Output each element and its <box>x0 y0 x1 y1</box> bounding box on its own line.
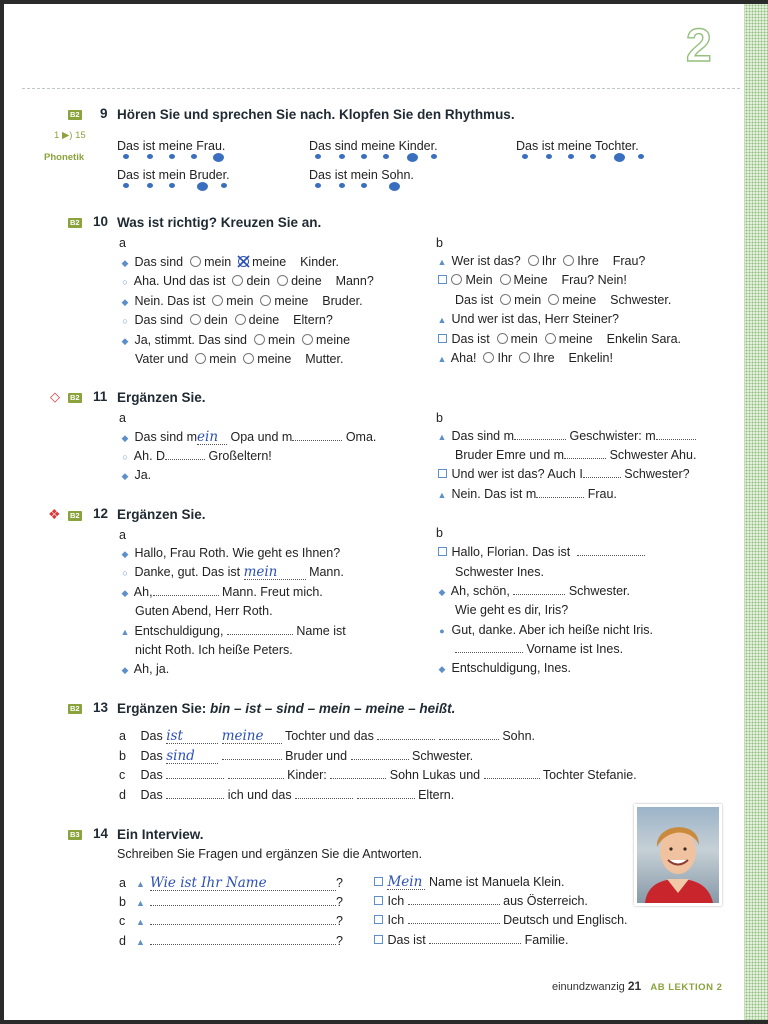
answer-blank[interactable] <box>166 767 224 779</box>
dialogue-line: ◆ Das sind mein meine Kinder. <box>119 254 339 271</box>
answer-blank[interactable] <box>165 448 205 460</box>
option-radio[interactable] <box>232 275 243 286</box>
answer-blank[interactable] <box>583 466 621 478</box>
dialogue-line: Das ist mein meine Enkelin Sara. <box>436 331 681 348</box>
square-icon <box>436 545 448 561</box>
option-radio-checked[interactable] <box>238 256 249 267</box>
triangle-icon: ▲ <box>136 917 145 927</box>
diamond-icon: ◆ <box>121 433 129 443</box>
answer-blank[interactable] <box>228 767 284 779</box>
column-label: a <box>119 236 126 250</box>
triangle-icon: ▲ <box>136 879 145 889</box>
exercise-number: 13 <box>93 700 109 715</box>
answer-blank[interactable] <box>484 767 540 779</box>
answer-field[interactable]: meine <box>222 729 282 744</box>
sentence: Das ist meine Frau. <box>117 139 226 153</box>
page-footer: einundzwanzig 21 AB LEKTION 2 <box>552 979 723 993</box>
answer-blank[interactable] <box>514 428 566 440</box>
option-radio[interactable] <box>497 333 508 344</box>
dialogue-line: ◆ Ja, stimmt. Das sind mein meine <box>119 332 350 349</box>
dialogue-line: ○ Danke, gut. Das ist mein Mann. <box>119 564 344 581</box>
fill-in-row: c Das Kinder: Sohn Lukas und Tochter Stefanie. <box>119 768 637 782</box>
option-radio[interactable] <box>235 314 246 325</box>
dialogue-line: ▲ Wer ist das? Ihr Ihre Frau? <box>437 254 646 268</box>
answer-field[interactable]: Mein <box>387 875 425 890</box>
option-radio[interactable] <box>545 333 556 344</box>
exercise-number: 9 <box>100 106 108 121</box>
dialogue-line: ○ Das sind dein deine Eltern? <box>119 312 333 329</box>
dialogue-line: Das ist mein meine Schwester. <box>455 293 672 307</box>
dialogue-line: Hallo, Florian. Das ist <box>436 544 645 561</box>
triangle-icon: ▲ <box>437 257 447 267</box>
dialogue-line: ◆ Entschuldigung, Ines. <box>436 660 571 677</box>
dialogue-line: Guten Abend, Herr Roth. <box>135 604 273 618</box>
interview-question-row: a ▲ Wie ist Ihr Name ? <box>119 875 343 891</box>
exercise-number: 11 <box>93 389 108 404</box>
rhythm-dots <box>309 154 449 166</box>
dialogue-line: ▲ Entschuldigung, Name ist <box>120 624 346 638</box>
exercise-title: Hören Sie und sprechen Sie nach. Klopfen Sie den Rhythmus. <box>117 107 515 122</box>
dialogue-line: ◆ Das sind mein Opa und m Oma. <box>119 429 376 446</box>
dialogue-line: Wie geht es dir, Iris? <box>455 603 569 617</box>
triangle-icon: ▲ <box>437 490 447 500</box>
dialogue-line: ◆ Ah, Mann. Freut mich. <box>119 584 323 601</box>
question-field[interactable]: Wie ist Ihr Name <box>150 876 336 891</box>
exercise-title: Ergänzen Sie: bin – ist – sind – mein – meine – heißt. <box>117 701 456 716</box>
square-icon <box>372 933 384 949</box>
circle-marker-icon: ○ <box>122 452 128 462</box>
interview-answer-row: Ich aus Österreich. <box>372 893 588 910</box>
question-field[interactable] <box>150 894 336 906</box>
green-dotted-sidebar <box>744 4 768 1020</box>
fill-in-row: a Das ist meine Tochter und das Sohn. <box>119 728 536 744</box>
question-field[interactable] <box>150 913 336 925</box>
triangle-icon: ▲ <box>437 432 447 442</box>
rhythm-dots <box>516 154 656 166</box>
dialogue-line: ○ Ah. D Großeltern! <box>119 448 272 465</box>
dialogue-line: Vorname ist Ines. <box>455 641 623 657</box>
answer-blank[interactable] <box>295 787 353 799</box>
answer-blank[interactable] <box>222 748 282 760</box>
difficulty-clover-icon: ❖ <box>48 506 61 522</box>
diamond-icon: ◆ <box>121 471 129 481</box>
cross-mark-icon <box>237 255 250 268</box>
option-radio[interactable] <box>548 294 559 305</box>
diamond-icon: ◆ <box>121 336 129 346</box>
rhythm-dots <box>117 183 247 195</box>
dialogue-line: nicht Roth. Ich heiße Peters. <box>135 643 293 657</box>
interview-answer-row: Mein Name ist Manuela Klein. <box>372 874 564 891</box>
exercise-subtitle: Schreiben Sie Fragen und ergänzen Sie die Antworten. <box>117 847 423 861</box>
difficulty-diamond-icon: ◇ <box>50 389 60 404</box>
answer-blank[interactable] <box>408 912 500 924</box>
column-label: a <box>119 411 126 425</box>
triangle-icon: ▲ <box>437 354 447 364</box>
column-label: b <box>436 526 443 540</box>
dialogue-line: ▲ Und wer ist das, Herr Steiner? <box>437 312 619 326</box>
answer-blank[interactable] <box>439 728 499 740</box>
option-radio[interactable] <box>500 274 511 285</box>
divider-line <box>22 88 740 89</box>
diamond-icon: ◆ <box>121 297 129 307</box>
dialogue-line: Bruder Emre und m Schwester Ahu. <box>455 448 697 462</box>
level-badge: B3 <box>70 830 80 839</box>
triangle-icon: ▲ <box>437 315 447 325</box>
option-radio[interactable] <box>302 334 313 345</box>
level-badge: B2 <box>70 218 80 227</box>
dialogue-line: ◆ Ja. <box>119 467 151 484</box>
answer-blank[interactable] <box>166 787 224 799</box>
option-radio[interactable] <box>451 274 462 285</box>
dot-marker-icon: ● <box>439 626 445 636</box>
circle-marker-icon: ○ <box>122 277 128 287</box>
answer-blank[interactable] <box>455 641 523 653</box>
exercise-title: Ergänzen Sie. <box>117 507 206 522</box>
square-icon <box>436 332 448 348</box>
square-icon <box>372 913 384 929</box>
diamond-icon: ◆ <box>121 549 129 559</box>
column-label: b <box>436 411 443 425</box>
exercise-number: 14 <box>93 826 109 841</box>
dialogue-line: ◆ Nein. Das ist mein meine Bruder. <box>119 293 363 310</box>
option-radio[interactable] <box>519 352 530 363</box>
level-badge: B2 <box>70 393 80 402</box>
exercise-number: 10 <box>93 214 109 229</box>
rhythm-dots <box>117 154 247 166</box>
option-radio[interactable] <box>500 294 511 305</box>
fill-in-row: d Das ich und das Eltern. <box>119 788 455 802</box>
square-icon <box>436 273 448 289</box>
option-radio[interactable] <box>483 352 494 363</box>
answer-blank[interactable] <box>330 767 386 779</box>
column-label: b <box>436 236 443 250</box>
portrait-photo <box>634 804 722 906</box>
answer-blank[interactable] <box>577 544 645 556</box>
sentence: Das sind meine Kinder. <box>309 139 438 153</box>
sentence: Das ist meine Tochter. <box>516 139 639 153</box>
audio-track[interactable]: 1 ▶) 15 <box>54 130 86 141</box>
dialogue-line: ▲ Das sind m Geschwister: m <box>436 428 696 445</box>
workbook-page <box>4 4 768 1020</box>
answer-field[interactable]: sind <box>166 749 218 764</box>
triangle-icon: ▲ <box>136 898 145 908</box>
option-radio[interactable] <box>243 353 254 364</box>
diamond-icon: ◆ <box>438 587 446 597</box>
interview-question-row: b ▲ ? <box>119 895 343 909</box>
dialogue-line: Mein Meine Frau? Nein! <box>436 272 627 289</box>
answer-blank[interactable] <box>351 748 409 760</box>
exercise-number: 12 <box>93 506 109 521</box>
option-radio[interactable] <box>212 295 223 306</box>
answer-blank[interactable] <box>357 787 415 799</box>
speaker-icon: ▶) <box>61 130 73 141</box>
answer-blank[interactable] <box>656 428 696 440</box>
option-radio[interactable] <box>195 353 206 364</box>
square-icon <box>372 875 384 891</box>
option-radio[interactable] <box>190 256 201 267</box>
chapter-number: 2 <box>686 19 712 71</box>
answer-blank[interactable] <box>377 728 435 740</box>
answer-field[interactable]: ist <box>166 729 218 744</box>
answer-blank[interactable] <box>292 429 342 441</box>
answer-field[interactable]: ein <box>197 430 227 445</box>
diamond-icon: ◆ <box>438 664 446 674</box>
answer-blank[interactable] <box>564 447 606 459</box>
sentence: Das ist mein Sohn. <box>309 168 414 182</box>
level-badge: B2 <box>70 704 80 713</box>
answer-field[interactable]: mein <box>244 565 306 580</box>
rhythm-dots <box>309 183 429 195</box>
exercise-title: Was ist richtig? Kreuzen Sie an. <box>117 215 322 230</box>
answer-blank[interactable] <box>429 932 521 944</box>
exercise-title: Ergänzen Sie. <box>117 390 206 405</box>
answer-blank[interactable] <box>227 623 293 635</box>
interview-question-row: d ▲ ? <box>119 934 343 948</box>
option-radio[interactable] <box>190 314 201 325</box>
triangle-icon: ▲ <box>136 937 145 947</box>
interview-answer-row: Ich Deutsch und Englisch. <box>372 912 628 929</box>
answer-blank[interactable] <box>408 893 500 905</box>
dialogue-line: ▲ Aha! Ihr Ihre Enkelin! <box>437 351 613 365</box>
diamond-icon: ◆ <box>121 588 129 598</box>
dialogue-line: ◆ Hallo, Frau Roth. Wie geht es Ihnen? <box>119 545 340 562</box>
dialogue-line: ◆ Ah, schön, Schwester. <box>436 583 630 600</box>
dialogue-line: Vater und mein meine Mutter. <box>135 352 344 366</box>
dialogue-line: ○ Aha. Und das ist dein deine Mann? <box>119 273 374 290</box>
dialogue-line: ● Gut, danke. Aber ich heiße nicht Iris. <box>436 622 653 639</box>
option-radio[interactable] <box>528 255 539 266</box>
dialogue-line: ◆ Ah, ja. <box>119 661 169 678</box>
interview-answer-row: Das ist Familie. <box>372 932 568 949</box>
level-badge: B2 <box>70 511 80 520</box>
option-radio[interactable] <box>563 255 574 266</box>
fill-in-row: b Das sind Bruder und Schwester. <box>119 748 474 764</box>
interview-question-row: c ▲ ? <box>119 914 343 928</box>
square-icon <box>436 467 448 483</box>
option-radio[interactable] <box>277 275 288 286</box>
answer-blank[interactable] <box>536 486 584 498</box>
phonetik-label: Phonetik <box>44 152 85 163</box>
diamond-icon: ◆ <box>121 258 129 268</box>
option-radio[interactable] <box>260 295 271 306</box>
sentence: Das ist mein Bruder. <box>117 168 230 182</box>
dialogue-line: Und wer ist das? Auch I Schwester? <box>436 466 690 483</box>
level-badge: B2 <box>70 110 80 119</box>
answer-blank[interactable] <box>153 584 219 596</box>
column-label: a <box>119 528 126 542</box>
dialogue-line: Schwester Ines. <box>455 565 544 579</box>
circle-marker-icon: ○ <box>122 568 128 578</box>
dialogue-line: ▲ Nein. Das ist m Frau. <box>437 487 617 501</box>
question-field[interactable] <box>150 933 336 945</box>
circle-marker-icon: ○ <box>122 316 128 326</box>
exercise-title: Ein Interview. <box>117 827 204 842</box>
answer-blank[interactable] <box>513 583 565 595</box>
square-icon <box>372 894 384 910</box>
diamond-icon: ◆ <box>121 665 129 675</box>
triangle-icon: ▲ <box>120 627 130 637</box>
option-radio[interactable] <box>254 334 265 345</box>
